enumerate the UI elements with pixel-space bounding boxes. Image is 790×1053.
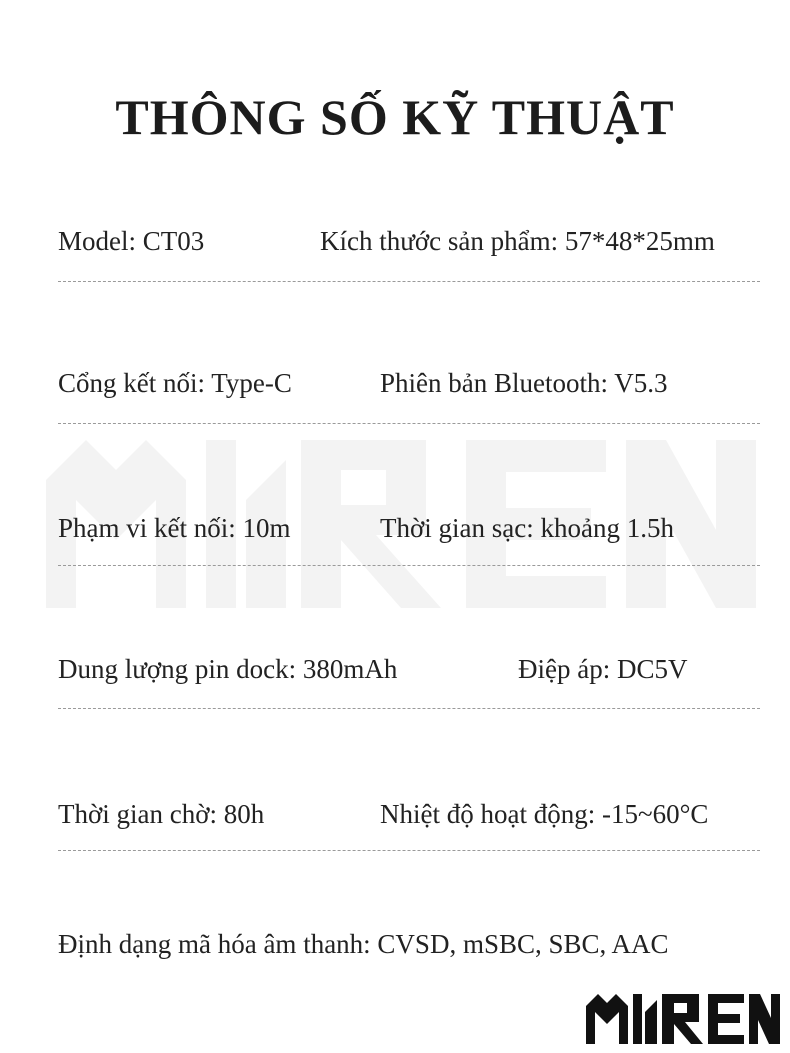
spec-size: Kích thước sản phẩm: 57*48*25mm bbox=[320, 226, 715, 256]
spec-port: Cổng kết nối: Type-C bbox=[58, 368, 292, 398]
row-divider bbox=[58, 708, 760, 709]
spec-model: Model: CT03 bbox=[58, 226, 205, 256]
spec-charge-time: Thời gian sạc: khoảng 1.5h bbox=[380, 513, 674, 543]
spec-voltage: Điệp áp: DC5V bbox=[518, 654, 688, 684]
brand-logo bbox=[586, 994, 780, 1044]
row-divider bbox=[58, 423, 760, 424]
spec-standby: Thời gian chờ: 80h bbox=[58, 799, 265, 829]
spec-range: Phạm vi kết nối: 10m bbox=[58, 513, 291, 543]
row-divider bbox=[58, 565, 760, 566]
page-title: THÔNG SỐ KỸ THUẬT bbox=[115, 89, 675, 145]
spec-bluetooth: Phiên bản Bluetooth: V5.3 bbox=[380, 368, 668, 398]
row-divider bbox=[58, 850, 760, 851]
row-divider bbox=[58, 281, 760, 282]
spec-codec: Định dạng mã hóa âm thanh: CVSD, mSBC, SBC, AAC bbox=[58, 929, 669, 959]
spec-battery: Dung lượng pin dock: 380mAh bbox=[58, 654, 398, 684]
spec-temperature: Nhiệt độ hoạt động: -15~60°C bbox=[380, 799, 709, 829]
